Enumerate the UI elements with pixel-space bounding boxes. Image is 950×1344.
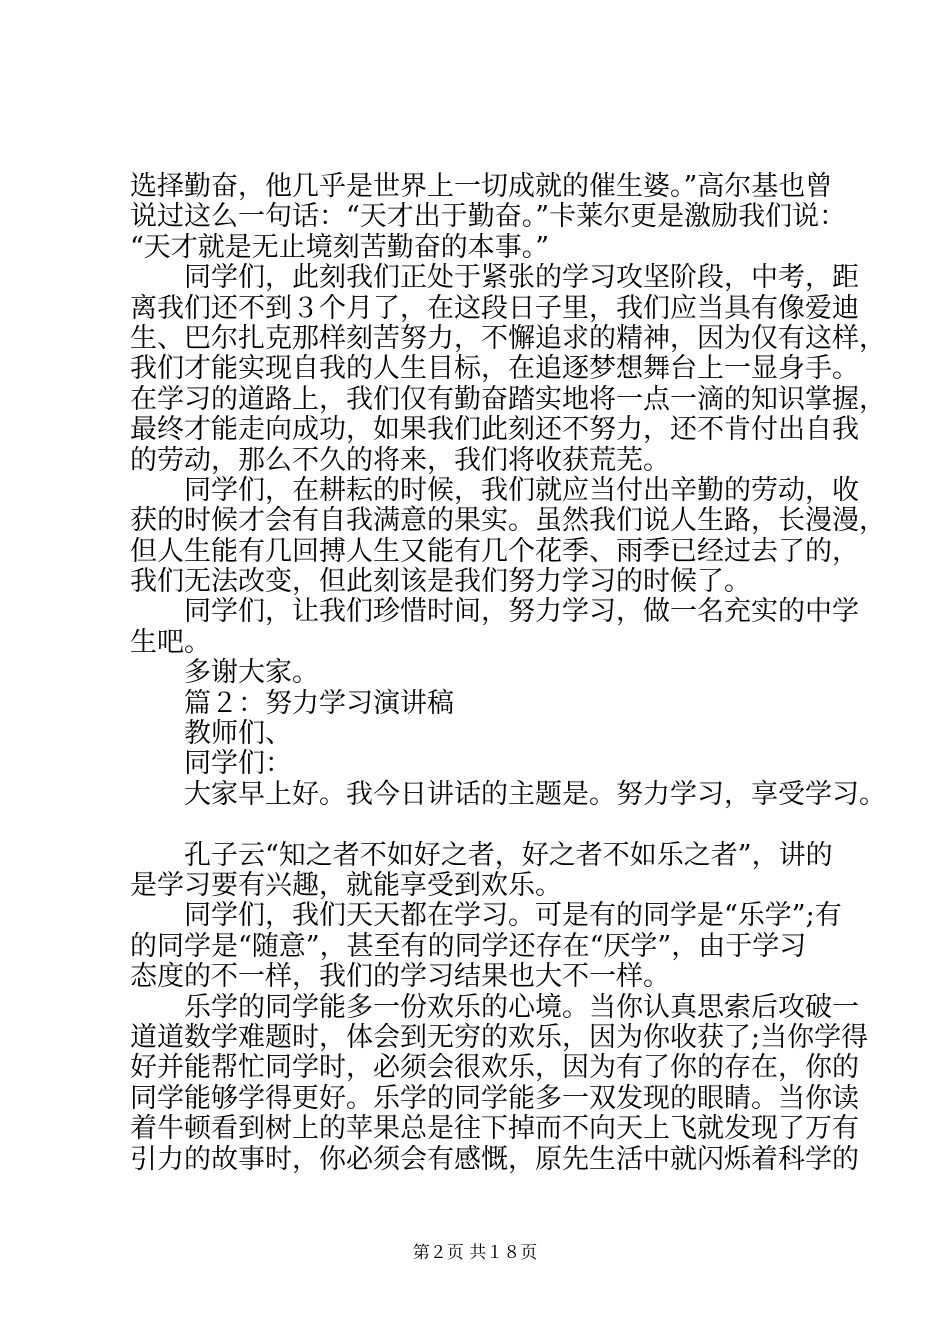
text-line: 同学能够学得更好。乐学的同学能多一双发现的眼睛。当你读 (130, 1082, 859, 1114)
text-line: 多谢大家。 (184, 657, 319, 689)
text-line: 好并能帮忙同学时，必须会很欢乐，因为有了你的存在，你的 (130, 1052, 859, 1084)
text-line: 获的时候才会有自我满意的果实。虽然我们说人生路，长漫漫， (130, 505, 886, 537)
text-line: 同学们，让我们珍惜时间，努力学习，做一名充实的中学 (184, 596, 859, 628)
text-line: 选择勤奋，他几乎是世界上一切成就的催生婆。”高尔基也曾 (130, 171, 833, 202)
text-line: 着牛顿看到树上的苹果总是往下掉而不向天上飞就发现了万有 (130, 1113, 859, 1145)
text-line: 的同学是“随意”，甚至有的同学还存在“厌学”，由于学习 (130, 930, 807, 962)
text-line: 生、巴尔扎克那样刻苦努力，不懈追求的精神，因为仅有这样， (130, 322, 886, 354)
text-line: 同学们，在耕耘的时候，我们就应当付出辛勤的劳动，收 (184, 474, 859, 506)
text-line: 同学们，此刻我们正处于紧张的学习攻坚阶段，中考，距 (184, 262, 859, 294)
text-line: 是学习要有兴趣，就能享受到欢乐。 (130, 869, 562, 901)
text-line: 篇２：努力学习演讲稿 (184, 687, 454, 719)
text-line: 乐学的同学能多一份欢乐的心境。当你认真思索后攻破一 (184, 991, 859, 1023)
text-line: 离我们还不到３个月了，在这段日子里，我们应当具有像爱迪 (130, 292, 859, 324)
text-line: “天才就是无止境刻苦勤奋的本事。” (130, 231, 550, 263)
text-line: 我们无法改变，但此刻该是我们努力学习的时候了。 (130, 566, 751, 598)
text-line: 大家早上好。我今日讲话的主题是。努力学习，享受学习。 (184, 778, 886, 810)
text-line: 态度的不一样，我们的学习结果也大不一样。 (130, 961, 670, 993)
blank-line (130, 810, 830, 840)
text-line: 生吧。 (130, 626, 211, 658)
text-line: 同学们，我们天天都在学习。可是有的同学是“乐学”;有 (184, 900, 842, 932)
text-line: 教师们、 (184, 718, 292, 750)
text-line: 说过这么一句话：“天才出于勤奋。”卡莱尔更是激励我们说： (130, 201, 847, 233)
text-line: 引力的故事时，你必须会有感慨，原先生活中就闪烁着科学的 (130, 1143, 859, 1175)
text-line: 最终才能走向成功，如果我们此刻还不努力，还不肯付出自我 (130, 414, 859, 446)
text-line: 的劳动，那么不久的将来，我们将收获荒芜。 (130, 444, 670, 476)
text-line: 孔子云“知之者不如好之者，好之者不如乐之者”，讲的 (184, 839, 833, 871)
document-body (130, 171, 886, 1175)
page-footer: 第２页 共１８页 (412, 1243, 538, 1263)
text-line: 但人生能有几回搏人生又能有几个花季、雨季已经过去了的， (130, 535, 859, 567)
text-line: 同学们： (184, 748, 292, 780)
text-line: 道道数学难题时，体会到无穷的欢乐，因为你收获了;当你学得 (130, 1021, 869, 1053)
text-line: 在学习的道路上，我们仅有勤奋踏实地将一点一滴的知识掌握， (130, 383, 886, 415)
text-line: 我们才能实现自我的人生目标，在追逐梦想舞台上一显身手。 (130, 353, 859, 385)
